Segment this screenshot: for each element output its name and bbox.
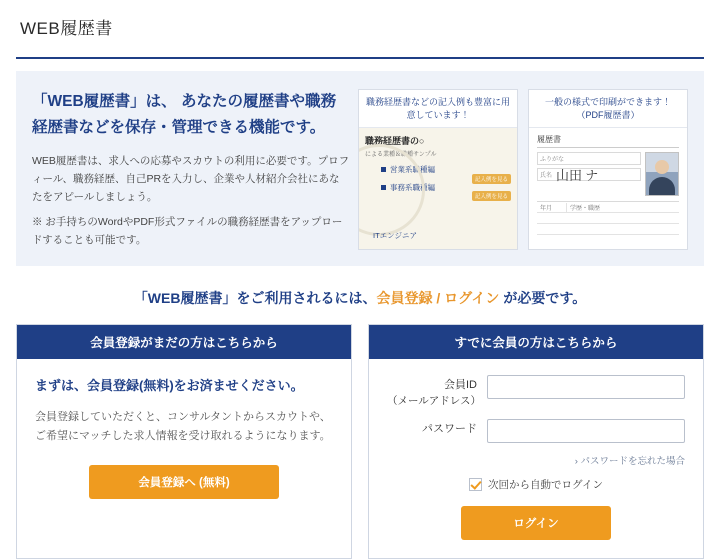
sample-row-label: 事務系職種編 xyxy=(390,183,435,193)
membership-notice-prefix: 「WEB履歴書」をご利用されるには、 xyxy=(133,289,377,306)
resume-photo-placeholder xyxy=(645,152,679,196)
sample-doc-subtitle: による業種＆職種サンプル xyxy=(365,152,437,159)
member-id-label-main: 会員ID xyxy=(444,378,477,391)
table-row xyxy=(537,224,679,235)
resume-field-name-label: 氏名 xyxy=(540,173,553,180)
login-button[interactable]: ログイン xyxy=(461,506,611,540)
intro-text-block xyxy=(32,89,358,250)
table-row xyxy=(537,202,679,213)
register-box xyxy=(16,324,352,559)
resume-history-table xyxy=(537,201,679,235)
sample-row-tag: 記入例を見る xyxy=(472,174,511,184)
sample-card-pdf-resume[interactable] xyxy=(528,89,688,250)
sample-card-career-history[interactable] xyxy=(358,89,518,250)
member-id-input[interactable] xyxy=(487,375,685,399)
intro-panel xyxy=(16,71,704,266)
resume-name-value: 山田 ナ xyxy=(556,168,599,184)
page-title: WEB履歴書 xyxy=(20,19,113,38)
resume-field-name xyxy=(537,168,641,184)
remember-me-label: 次回から自動でログイン xyxy=(488,478,603,491)
action-columns xyxy=(16,324,704,559)
link-separator: / xyxy=(432,289,445,306)
membership-notice xyxy=(0,288,720,308)
login-link[interactable]: ログイン xyxy=(444,289,500,306)
sample-footer-label: ITエンジニア xyxy=(373,230,417,240)
register-lead-text: まずは、会員登録(無料)をお済ませください。 xyxy=(35,377,304,393)
forgot-password-link[interactable]: › パスワードを忘れた場合 xyxy=(574,455,685,467)
sample-doc-title: 職務経歴書の○ xyxy=(365,136,425,147)
membership-notice-suffix: が必要です。 xyxy=(499,289,587,306)
login-box xyxy=(368,324,704,559)
remember-me-checkbox[interactable] xyxy=(469,478,482,491)
page-header xyxy=(0,0,720,49)
password-label xyxy=(387,419,487,438)
member-id-label xyxy=(387,375,487,409)
resume-field-furigana: ふりがな xyxy=(537,152,641,165)
login-box-heading: すでに会員の方はこちらから xyxy=(369,325,703,359)
table-cell: 学歴・職歴 xyxy=(570,205,601,212)
intro-body: WEB履歴書は、求人への応募やスカウトの利用に必要です。プロフィール、職務経歴、自己PRを入力し、企業や人材紹介会社にあなたをアピールしましょう。 xyxy=(32,154,350,204)
register-button[interactable]: 会員登録へ (無料) xyxy=(89,465,279,499)
remember-me-row[interactable] xyxy=(387,477,685,492)
sample-image-career-history xyxy=(359,128,517,248)
sample-cards xyxy=(358,89,688,250)
sample-caption-pdf-resume: 一般の様式で印刷ができます！（PDF履歴書） xyxy=(529,90,687,128)
sample-image-pdf-resume xyxy=(529,128,687,248)
member-id-row xyxy=(387,375,685,409)
table-cell: 年月 xyxy=(537,203,567,212)
member-id-label-sub: （メールアドレス） xyxy=(387,394,481,407)
password-label-main: パスワード xyxy=(422,422,477,435)
intro-note: ※ お手持ちのWordやPDF形式ファイルの職務経歴書をアップロードすることも可能です。 xyxy=(32,215,343,247)
register-link[interactable]: 会員登録 xyxy=(376,289,433,306)
forgot-password-row xyxy=(387,453,685,467)
table-row xyxy=(537,213,679,224)
resume-doc-title: 履歴書 xyxy=(537,134,679,148)
title-divider xyxy=(16,57,704,59)
sample-row-label: 営業系職種編 xyxy=(390,165,435,175)
register-box-heading: 会員登録がまだの方はこちらから xyxy=(17,325,351,359)
sample-row-tag: 記入例を見る xyxy=(472,191,511,201)
sample-caption-career-history: 職務経歴書などの記入例も豊富に用意しています！ xyxy=(359,90,517,128)
intro-heading: 「WEB履歴書」は、 あなたの履歴書や職務経歴書などを保存・管理できる機能です。 xyxy=(32,93,336,137)
register-description: 会員登録していただくと、コンサルタントからスカウトや、ご希望にマッチした求人情報を受け取れるようになります。 xyxy=(35,410,331,443)
password-row xyxy=(387,419,685,443)
password-input[interactable] xyxy=(487,419,685,443)
